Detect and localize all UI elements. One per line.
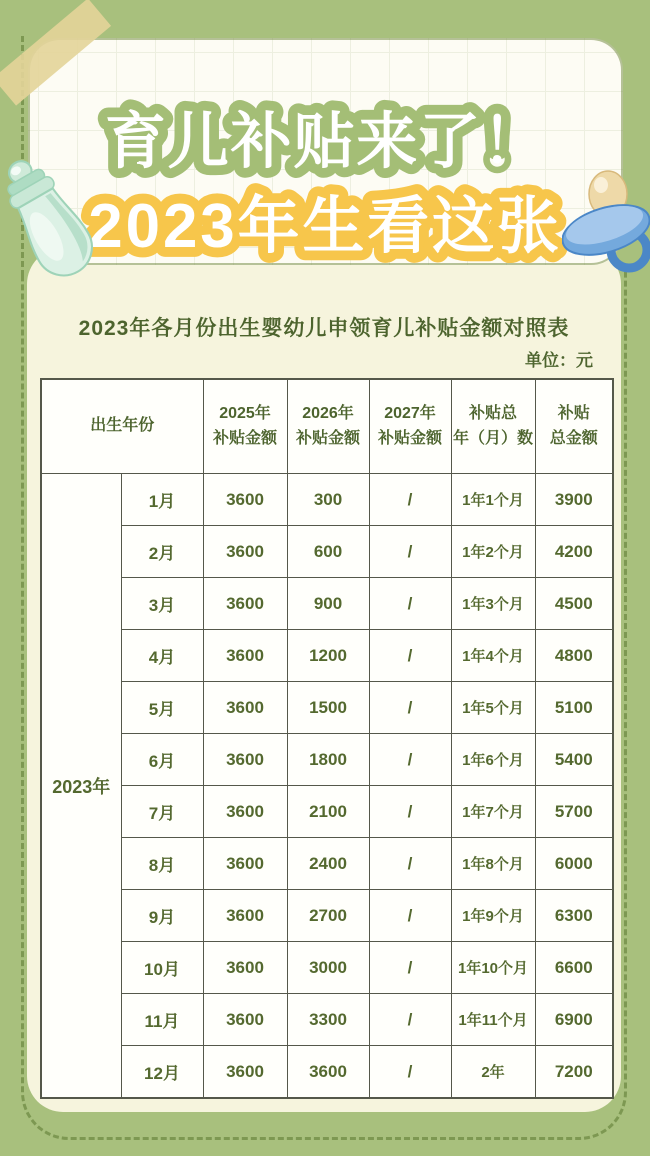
month-cell: 7月	[121, 786, 203, 838]
cell-2027: /	[369, 942, 451, 994]
cell-2027: /	[369, 474, 451, 526]
col-header-birth-year	[41, 379, 203, 474]
month-cell: 9月	[121, 890, 203, 942]
table-row	[41, 526, 613, 578]
table-row	[41, 786, 613, 838]
table-row	[41, 890, 613, 942]
cell-2025: 3600	[203, 786, 287, 838]
cell-total: 5700	[535, 786, 613, 838]
cell-2026: 2100	[287, 786, 369, 838]
cell-2025: 3600	[203, 942, 287, 994]
cell-total: 6300	[535, 890, 613, 942]
cell-total: 5100	[535, 682, 613, 734]
table-title: 2023年各月份出生婴幼儿申领育儿补贴金额对照表	[78, 317, 570, 340]
cell-2027: /	[369, 890, 451, 942]
cell-2026: 1800	[287, 734, 369, 786]
cell-2025: 3600	[203, 994, 287, 1046]
col-header-2027	[369, 379, 451, 474]
col-header-text: 出生年份	[90, 417, 155, 435]
cell-duration: 1年5个月	[451, 682, 535, 734]
year-cell: 2023年	[41, 474, 121, 1099]
col-header-text: 补贴金额	[296, 429, 361, 447]
subsidy-table	[40, 378, 614, 1099]
cell-duration: 1年7个月	[451, 786, 535, 838]
col-header-text: 补贴	[557, 404, 590, 422]
cell-2026: 600	[287, 526, 369, 578]
col-header-text: 补贴总	[469, 404, 518, 422]
month-cell: 1月	[121, 474, 203, 526]
month-cell: 4月	[121, 630, 203, 682]
cell-2025: 3600	[203, 1046, 287, 1099]
col-header-text: 年（月）数	[453, 429, 534, 447]
cell-duration: 1年8个月	[451, 838, 535, 890]
table-row	[41, 942, 613, 994]
table-card	[27, 248, 621, 1112]
cell-duration: 1年4个月	[451, 630, 535, 682]
cell-2027: /	[369, 838, 451, 890]
cell-2025: 3600	[203, 630, 287, 682]
cell-2026: 1200	[287, 630, 369, 682]
cell-2026: 3000	[287, 942, 369, 994]
col-header-text: 补贴金额	[378, 429, 443, 447]
cell-total: 5400	[535, 734, 613, 786]
cell-total: 4200	[535, 526, 613, 578]
cell-2027: /	[369, 734, 451, 786]
cell-2027: /	[369, 786, 451, 838]
month-cell: 6月	[121, 734, 203, 786]
cell-duration: 1年10个月	[451, 942, 535, 994]
cell-2026: 900	[287, 578, 369, 630]
cell-2026: 1500	[287, 682, 369, 734]
cell-duration: 1年3个月	[451, 578, 535, 630]
col-header-text: 2025年	[219, 404, 271, 422]
table-header-row	[41, 379, 613, 474]
cell-duration: 1年9个月	[451, 890, 535, 942]
month-cell: 5月	[121, 682, 203, 734]
table-row	[41, 1046, 613, 1099]
month-cell: 2月	[121, 526, 203, 578]
cell-2027: /	[369, 526, 451, 578]
banner-title-line2: 2023年生看这张	[88, 192, 562, 262]
col-header-duration	[451, 379, 535, 474]
cell-total: 6600	[535, 942, 613, 994]
col-header-2025	[203, 379, 287, 474]
col-header-text: 总金额	[549, 429, 598, 447]
cell-2026: 3600	[287, 1046, 369, 1099]
month-cell: 8月	[121, 838, 203, 890]
col-header-text: 2026年	[302, 404, 354, 422]
table-row	[41, 994, 613, 1046]
cell-duration: 2年	[451, 1046, 535, 1099]
cell-duration: 1年1个月	[451, 474, 535, 526]
cell-total: 6000	[535, 838, 613, 890]
cell-2025: 3600	[203, 682, 287, 734]
col-header-text: 2027年	[384, 404, 436, 422]
cell-2027: /	[369, 1046, 451, 1099]
col-header-total	[535, 379, 613, 474]
table-row	[41, 474, 613, 526]
cell-2027: /	[369, 994, 451, 1046]
cell-2025: 3600	[203, 578, 287, 630]
cell-2025: 3600	[203, 838, 287, 890]
banner	[30, 40, 621, 263]
cell-total: 7200	[535, 1046, 613, 1099]
cell-2027: /	[369, 630, 451, 682]
table-row	[41, 578, 613, 630]
cell-duration: 1年6个月	[451, 734, 535, 786]
cell-duration: 1年2个月	[451, 526, 535, 578]
cell-2027: /	[369, 578, 451, 630]
col-header-text: 补贴金额	[213, 429, 278, 447]
header-card	[28, 38, 623, 265]
table-row	[41, 734, 613, 786]
cell-2026: 2700	[287, 890, 369, 942]
cell-total: 4800	[535, 630, 613, 682]
cell-2026: 2400	[287, 838, 369, 890]
cell-2025: 3600	[203, 526, 287, 578]
cell-2025: 3600	[203, 890, 287, 942]
month-cell: 10月	[121, 942, 203, 994]
cell-2026: 300	[287, 474, 369, 526]
cell-2025: 3600	[203, 734, 287, 786]
banner-title-line1: 育儿补贴来了！	[105, 107, 546, 176]
cell-total: 4500	[535, 578, 613, 630]
table-row	[41, 682, 613, 734]
unit-label: 单位：元	[525, 351, 593, 370]
cell-total: 3900	[535, 474, 613, 526]
month-cell: 11月	[121, 994, 203, 1046]
month-cell: 3月	[121, 578, 203, 630]
cell-2025: 3600	[203, 474, 287, 526]
month-cell: 12月	[121, 1046, 203, 1099]
table-row	[41, 630, 613, 682]
table-row	[41, 838, 613, 890]
cell-total: 6900	[535, 994, 613, 1046]
cell-2026: 3300	[287, 994, 369, 1046]
cell-2027: /	[369, 682, 451, 734]
cell-duration: 1年11个月	[451, 994, 535, 1046]
pacifier-icon	[562, 168, 650, 278]
col-header-2026	[287, 379, 369, 474]
